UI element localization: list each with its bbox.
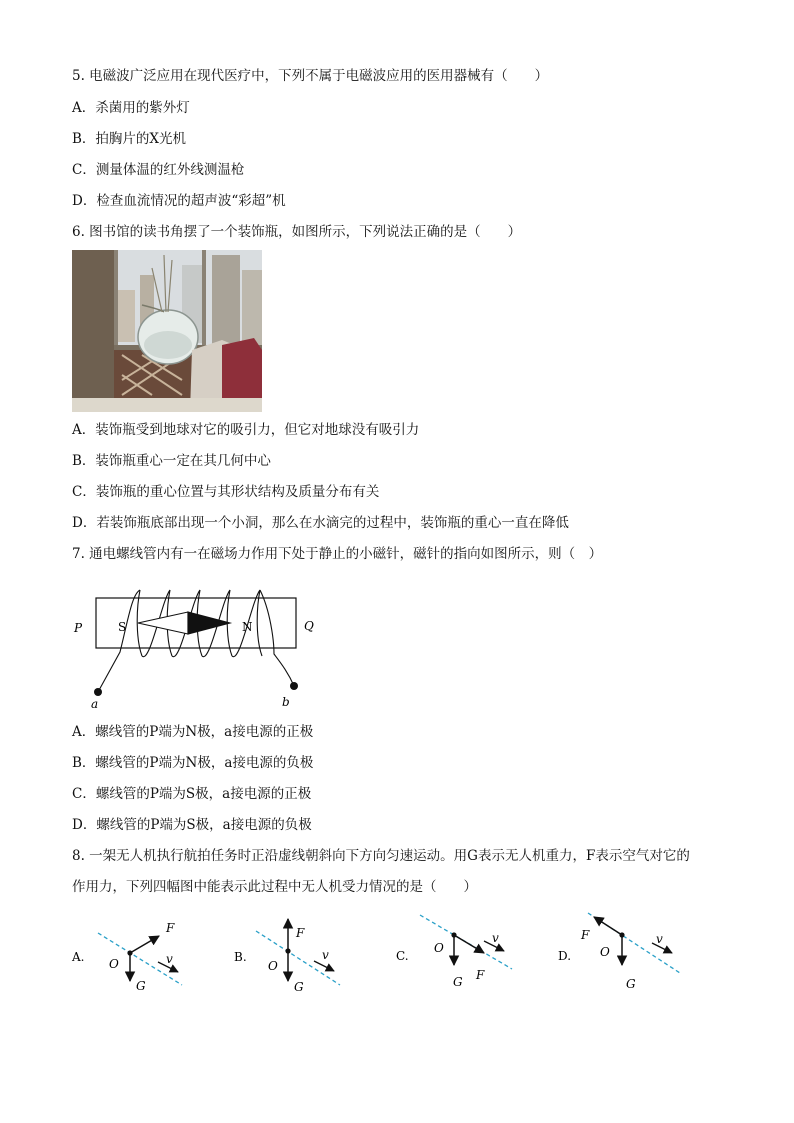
q5-option-b: B．拍胸片的X光机	[72, 131, 187, 147]
q7-option-a: A．螺线管的P端为N极，a接电源的正极	[72, 724, 314, 740]
option-b-diagram	[234, 919, 340, 994]
svg-text:G: G	[136, 979, 146, 993]
option-a-letter: A.	[72, 950, 85, 964]
q7-option-d: D．螺线管的P端为S极，a接电源的负极	[72, 817, 312, 833]
svg-text:F: F	[476, 968, 485, 982]
q5-option-d: D．检查血流情况的超声波“彩超”机	[72, 193, 286, 209]
label-p: P	[74, 621, 83, 635]
svg-text:O: O	[109, 957, 119, 971]
q6-option-a: A．装饰瓶受到地球对它的吸引力，但它对地球没有吸引力	[72, 422, 420, 438]
svg-text:G: G	[626, 977, 636, 991]
q6-option-d: D．若装饰瓶底部出现一个小洞，那么在水滴完的过程中，装饰瓶的重心一直在降低	[72, 515, 569, 531]
label-n: N	[242, 620, 253, 634]
label-s: S	[118, 620, 127, 634]
q6-stem: 6. 图书馆的读书角摆了一个装饰瓶，如图所示，下列说法正确的是（ ）	[72, 224, 522, 240]
svg-text:F: F	[296, 926, 305, 940]
q5-option-c: C．测量体温的红外线测温枪	[72, 162, 245, 178]
q6-option-b: B．装饰瓶重心一定在其几何中心	[72, 453, 271, 469]
option-b-letter: B.	[234, 950, 247, 964]
option-c-letter: C.	[396, 949, 409, 963]
svg-text:F: F	[581, 928, 590, 942]
solenoid-diagram	[70, 580, 340, 714]
q7-stem: 7. 通电螺线管内有一在磁场力作用下处于静止的小磁针，磁针的指向如图所示，则（ ）	[72, 546, 603, 562]
q8-stem-line1: 8. 一架无人机执行航拍任务时正沿虚线朝斜向下方向匀速运动。用G表示无人机重力，F表示空气对它的	[72, 848, 690, 864]
svg-text:G: G	[294, 980, 304, 994]
svg-text:v: v	[322, 948, 329, 962]
svg-text:F: F	[166, 921, 175, 935]
q6-option-c: C．装饰瓶的重心位置与其形状结构及质量分布有关	[72, 484, 380, 500]
option-d-diagram	[558, 913, 680, 991]
label-q: Q	[304, 619, 314, 633]
label-a: a	[91, 697, 99, 710]
svg-text:O: O	[434, 941, 444, 955]
svg-text:O: O	[268, 959, 278, 973]
svg-text:v: v	[492, 931, 499, 945]
q7-option-c: C．螺线管的P端为S极，a接电源的正极	[72, 786, 312, 802]
option-c-diagram	[396, 915, 512, 989]
svg-text:G: G	[453, 975, 463, 989]
decorative-vase-photo	[72, 250, 262, 412]
svg-text:v: v	[656, 932, 663, 946]
q5-option-a: A．杀菌用的紫外灯	[72, 100, 190, 116]
q8-stem-line2: 作用力，下列四幅图中能表示此过程中无人机受力情况的是（ ）	[72, 879, 477, 895]
option-a-diagram	[71, 921, 182, 993]
svg-text:v: v	[166, 952, 173, 966]
svg-text:O: O	[600, 945, 610, 959]
label-b: b	[282, 695, 290, 709]
q7-option-b: B．螺线管的P端为N极，a接电源的负极	[72, 755, 314, 771]
q5-stem: 5. 电磁波广泛应用在现代医疗中，下列不属于电磁波应用的医用器械有（ ）	[72, 68, 549, 84]
option-d-letter: D.	[558, 949, 572, 963]
force-diagrams	[60, 905, 740, 1000]
